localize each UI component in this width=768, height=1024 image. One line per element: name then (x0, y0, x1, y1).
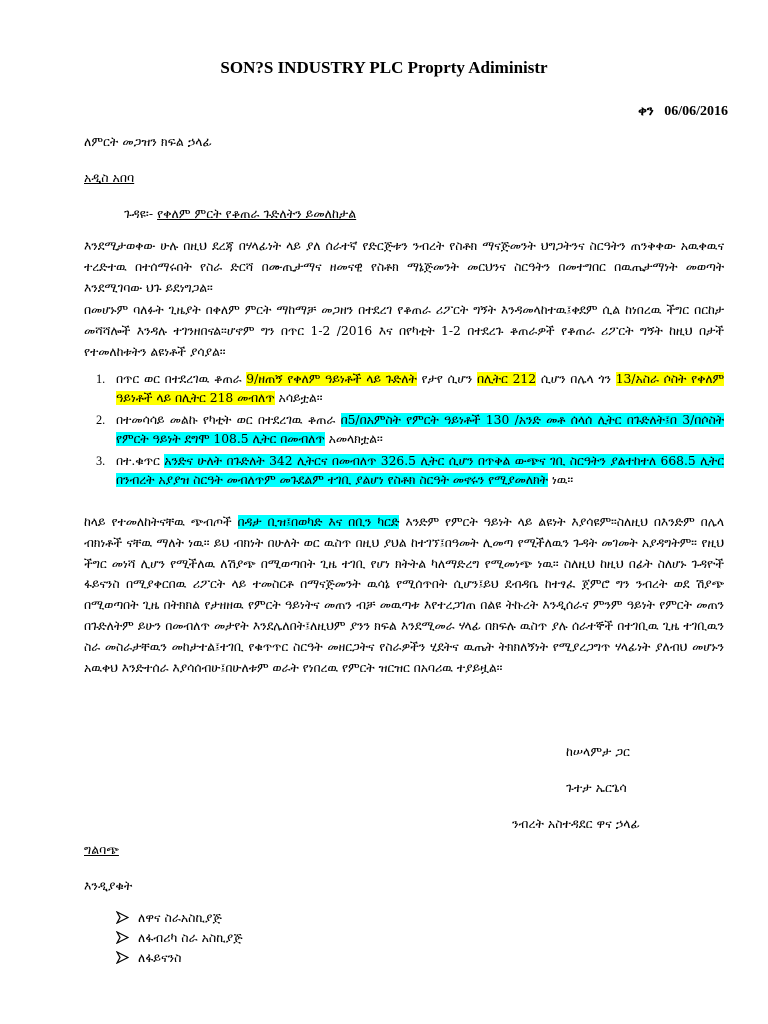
list-item-text: በተመሳሳይ መልኩ የካቲት ወር በተደረገዉ ቆጠራ (116, 413, 341, 427)
cc-item-text: ለዋና ስራአስኪያጅ (138, 910, 222, 925)
signer-name: ጉተታ ኤርጌሳ (566, 780, 627, 795)
list-item-text: ነዉ፡፡ (547, 473, 574, 487)
paragraph-findings (84, 300, 724, 363)
list-item-text: በተ.ቁጥር (116, 454, 165, 468)
arrow-bullet-icon (116, 910, 138, 925)
list-item (84, 411, 724, 449)
recipient-city: አዲስ አበባ (84, 170, 135, 185)
list-item-text: የታየ ሲሆን (416, 372, 477, 386)
arrow-bullet-icon (116, 950, 138, 965)
list-item (84, 452, 724, 490)
findings-list (84, 370, 724, 493)
cc-item-text: ለፋይናንስ (138, 950, 182, 965)
paragraph-analysis (84, 512, 724, 678)
paragraph-analysis-text (84, 512, 724, 678)
subject-line (124, 206, 356, 222)
subject-label: ጉዳዩ፡- (124, 206, 154, 221)
cc-item (116, 910, 222, 926)
date-line (638, 104, 728, 120)
paragraph-intro (84, 236, 724, 299)
list-item-number: 3. (96, 454, 106, 468)
signer-position: ንብረት አስተዳደር ዋና ኃላፊ (512, 816, 640, 831)
paragraph-text: ከላይ የተመለከትናቸዉ ጭብጦች (84, 515, 238, 529)
date-value: 06/06/2016 (664, 104, 728, 119)
list-item-text: አመላክቷል፡፡ (324, 432, 383, 446)
list-item-text: ሲሆን በሌላ ጎን (536, 372, 616, 386)
recipient-line: ለምርት መጋዝን ክፍል ኃላፊ (84, 134, 212, 149)
arrow-bullet-icon (116, 930, 138, 945)
highlight: አንድና ሁለት በጉድለት 342 ሊትርና በመብለጥ 326.5 ሊትር ሲሆን በጥቅል ውጭና ገቢ ስርዓትን ያልተከተለ 668.5 ሊትር በንብረት አያያዝ ስርዓት መብለጥም መጉደልም ተገቢ ያልሆነ የስቶክ ስርዓት መኖሩን የሚያመለክት (116, 454, 724, 487)
cc-item (116, 930, 243, 946)
list-item-number: 1. (96, 372, 106, 386)
list-item-number: 2. (96, 413, 106, 427)
cc-subtitle: እንዲያቁት (84, 878, 133, 893)
cc-label: ግልባጭ (84, 842, 119, 857)
list-item (84, 370, 724, 408)
highlight: በ5/በአምስት የምርት ዓይነቶች 130 /አንድ መቶ ሰላሰ ሊትር በጉድለት፤በ 3/በሶስት የምርት ዓይነት ደግሞ 108.5 ሊትር በመብለጥ (116, 413, 725, 446)
paragraph-text: እንድም የምርት ዓይነት ላይ ልዩነት እያሳዩም፡፡ስለዚህ በእንድም በሌላ ብክነቶች ናቸዉ ማለት ነዉ፡፡ ይህ ብክነት በሁለት ወር ዉስጥ በዚህ ያህል ከተገኘ፤በዓመት ሊመጣ የሚችለዉን ጉዳት መገመት አያዳግትም፡፡ የዚህ ችግር መነሻ ሊሆን የሚችለዉ ለሽያጭ በሚወጣበት ጊዜ ተገቢ የሆነ ክትትል ካለማድረግ የሚመነጭ ነዉ፡፡ ስለዚህ ከዚህ በፊት ስለሆኑ ጉዳዮች ፋይናንስ በሚያቀርበዉ ሪፖርት ላይ ተመስርቶ በማናጅመንት ዉሳኔ የሚሰጥበት ሲሆን፤ይህ ደብዳቤ ከተፃፈ ጀምሮ ግን ንብረት ወደ ሽያጭ በሚወጣበት ጊዜ በትክክል የታዘዘዉ የምርት ዓይነትና መጠን ብቻ መዉጣቱ እየተረጋገጠ በልዩ ትኩረት እንዲሰራና ምንም ዓይነት የምርት መጠን በጉድለትም ይሁን በመብለጥ መታየት እንደሌለበት፤ለዚህም ያንን ክፍል እንደሚመራ ሃላፊ በክፍሉ ዉስጥ ያሉ ሰራተኞች በተገቢዉ ጊዜ ተገቢዉን ስራ መስራታቸዉን መከታተል፤ተገቢ የቁጥጥር ስርዓት መዘርጋትና የስራዎችን ሂደትና ዉጤት ትክክለኝነት የሚያረጋግጥ ሃላፊነት ያለብህ መሆኑን አዉቀህ እንድተሰራ እያሳሰብሁ፤በሁለቱም ወራት የነበረዉ የምርት ዝርዝር በአባሪዉ ተያይዟል፡፡ (84, 515, 724, 675)
cc-item (116, 950, 182, 966)
document-title: SON?S INDUSTRY PLC Proprty Adiministr (220, 58, 548, 77)
paragraph-intro-text: እንደሚታወቀው ሁሉ በዚህ ደረጃ በሃላፊነት ላይ ያለ ሰራተኛ የድርጅቱን ንብረት የስቶክ ማናጅመንት ህግጋትንና ስርዓትን ጠንቅቀው አዉቀዉና ተረድተዉ በተሰማሩበት የስራ ድርሻ በሙጢታማና ዘመናዊ የስቶክ ማኔጅመንት መርህንና ስርዓትን በመተግበር በዉጤታማነት መወጣት እንደሚገባው ህጉ ይደነግጋል፡፡ (84, 239, 724, 295)
highlight: በሊትር 212 (476, 372, 537, 386)
date-label: ቀን (638, 104, 654, 119)
highlight: በዳታ ቢዝ፤በወካድ እና በቢን ካርድ (237, 515, 400, 529)
list-item-text: በጥር ወር በተደረገዉ ቆጠራ (116, 372, 247, 386)
paragraph-findings-text: በመሆኑም ባለፉት ጊዜያት በቀለም ምርት ማከማቻ መጋዘን በተደረገ የቆጠራ ሪፖርት ግኝት እንዳመላከተዉ፤ቀደም ሲል ከነበረዉ ችግር በርከታ መሻሻሎች እንዳሉ ተገንዘበናል፡፡ሆኖም ግን በጥር 1-2 /2016 እና በየካቲት 1-2 በተደረጉ ቆጠራዎች የቆጠራ ሪፖርት ግኝት ከዚህ በታች የተመለከቱትን ልዩነቶች ያሳያል፡፡ (84, 303, 724, 359)
subject-text: የቀለም ምርት የቆጠራ ጉድለትን ይመለከታል (157, 206, 357, 221)
closing-regards: ከሠላምታ ጋር (566, 744, 630, 759)
highlight: 13/አስራ ሶስት የቀለም ዓይነቶች ላይ በሊትር 218 መብለጥ (116, 372, 725, 405)
highlight: 9/ዘጠኝ የቀለም ዓይነቶች ላይ ጉድለት (246, 372, 417, 386)
list-item-text: አሳይቷል፡፡ (274, 391, 323, 405)
cc-item-text: ለፋብሪካ ስራ አስኪያጅ (138, 930, 243, 945)
